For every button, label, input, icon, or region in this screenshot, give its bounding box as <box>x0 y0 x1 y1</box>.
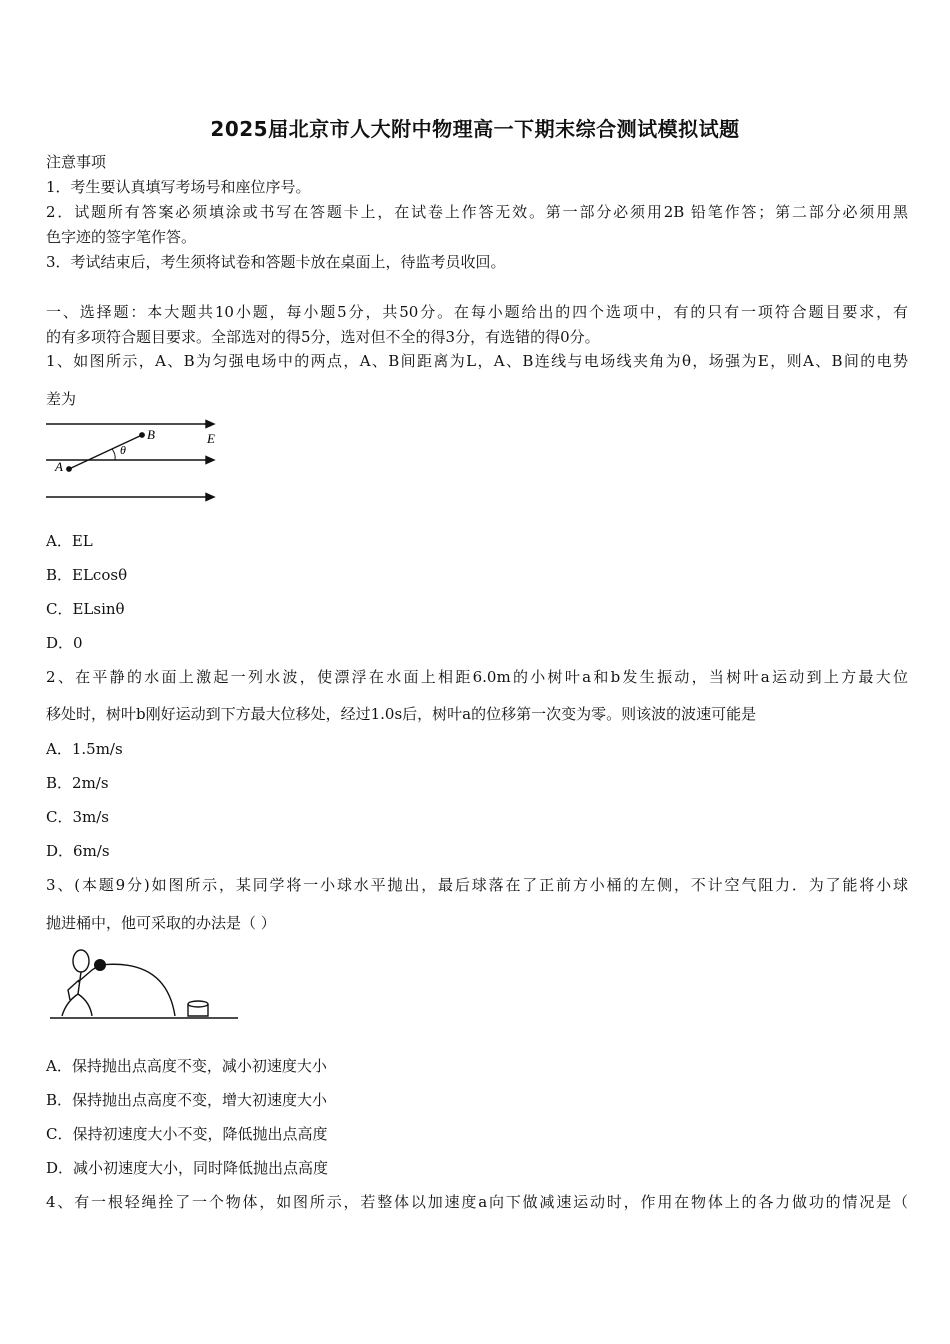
notice-item-2: 2．试题所有答案必须填涂或书写在答题卡上，在试卷上作答无效。第一部分必须用2B 铅笔作答；第二部分必须用黑 <box>46 203 908 221</box>
q2-option-d: D．6m/s <box>46 842 110 860</box>
q1-stem-line-1: 1、如图所示，A、B为匀强电场中的两点，A、B间距离为L，A、B连线与电场线夹角为θ，场强为E，则A、B间的电势 <box>46 352 908 370</box>
notice-heading: 注意事项 <box>46 153 107 171</box>
q2-stem-line-2: 移处时，树叶b刚好运动到下方最大位移处，经过1.0s后，树叶a的位移第一次变为零。则该波的波速可能是 <box>46 705 757 723</box>
notice-item-3: 3．考试结束后，考生须将试卷和答题卡放在桌面上，待监考员收回。 <box>46 253 506 271</box>
q1-option-b: B．ELcosθ <box>46 566 128 584</box>
q3-option-c: C．保持初速度大小不变，降低抛出点高度 <box>46 1125 328 1143</box>
q3-option-b: B．保持抛出点高度不变，增大初速度大小 <box>46 1091 328 1109</box>
q1-option-c: C．ELsinθ <box>46 600 125 618</box>
q1-label-a: A <box>55 459 63 474</box>
q1-option-a: A．EL <box>46 532 93 550</box>
notice-item-2-cont: 色字迹的签字笔作答。 <box>46 228 197 246</box>
q1-option-d: D．0 <box>46 634 83 652</box>
q2-option-c: C．3m/s <box>46 808 109 826</box>
q3-stem-line-2: 抛进桶中，他可采取的办法是（ ） <box>46 914 276 932</box>
q4-stem-line-1: 4、有一根轻绳拴了一个物体，如图所示，若整体以加速度a向下做减速运动时，作用在物体上的各力做功的情况是（ <box>46 1193 908 1211</box>
q1-electric-field-figure <box>44 418 226 506</box>
q1-label-theta: θ <box>120 443 126 457</box>
q3-option-d: D．减小初速度大小，同时降低抛出点高度 <box>46 1159 329 1177</box>
section-instructions-line-2: 的有多项符合题目要求。全部选对的得5分，选对但不全的得3分，有选错的得0分。 <box>46 328 600 346</box>
section-instructions-line-1: 一、选择题：本大题共10小题，每小题5分，共50分。在每小题给出的四个选项中，有的只有一项符合题目要求，有 <box>46 303 908 321</box>
page-title: 2025届北京市人大附中物理高一下期末综合测试模拟试题 <box>210 117 740 141</box>
q1-label-b: B <box>147 427 155 442</box>
q3-option-a: A．保持抛出点高度不变，减小初速度大小 <box>46 1057 327 1075</box>
q3-throw-figure <box>48 944 240 1024</box>
notice-item-1: 1．考生要认真填写考场号和座位序号。 <box>46 178 311 196</box>
q3-stem-line-1: 3、(本题9分)如图所示，某同学将一小球水平抛出，最后球落在了正前方小桶的左侧，不计空气阻力．为了能将小球 <box>46 876 908 894</box>
q1-label-e: E <box>207 431 215 446</box>
q2-option-b: B．2m/s <box>46 774 109 792</box>
q2-stem-line-1: 2、在平静的水面上激起一列水波，使漂浮在水面上相距6.0m的小树叶a和b发生振动，当树叶a运动到上方最大位 <box>46 668 908 686</box>
q2-option-a: A．1.5m/s <box>46 740 123 758</box>
q1-stem-line-2: 差为 <box>46 390 77 408</box>
